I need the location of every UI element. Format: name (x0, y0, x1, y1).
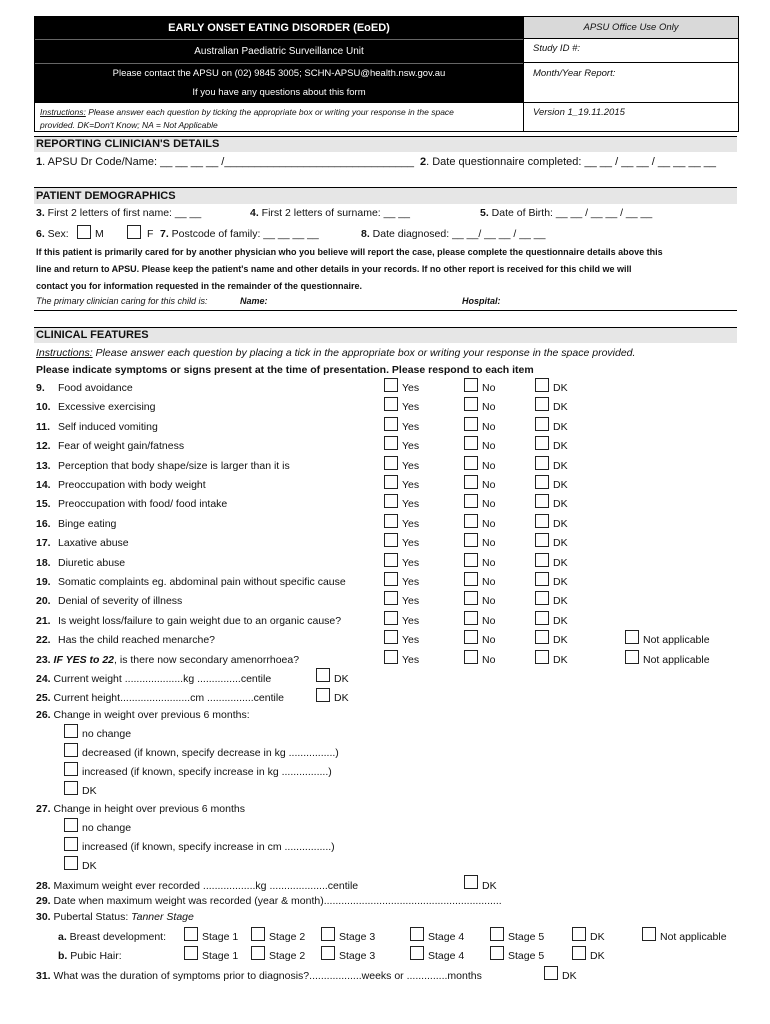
item-yes-label: Yes (402, 498, 420, 511)
q26-decreased-checkbox[interactable] (64, 743, 78, 757)
item-number: 19. (36, 576, 51, 588)
item-dk-checkbox[interactable] (535, 456, 549, 470)
item-no-label: No (482, 517, 496, 530)
sex-f-label: F (147, 228, 154, 240)
q26-increased-label: increased (if known, specify increase in kg ................) (82, 766, 332, 778)
item-dk-checkbox[interactable] (535, 591, 549, 605)
q24-dk-label: DK (334, 673, 349, 685)
item-dk-checkbox[interactable] (535, 417, 549, 431)
item-yes-checkbox[interactable] (384, 611, 398, 625)
item-no-checkbox[interactable] (464, 553, 478, 567)
item-label: Binge eating (58, 517, 117, 530)
q30a-na-label: Not applicable (660, 931, 727, 943)
q30b-stage-5-label: Stage 5 (508, 950, 545, 962)
item-no-checkbox[interactable] (464, 436, 478, 450)
item-label: Fear of weight gain/fatness (58, 440, 185, 453)
q27-dk-checkbox[interactable] (64, 856, 78, 870)
item-no-label: No (482, 634, 496, 647)
form-title: EARLY ONSET EATING DISORDER (EoED) (35, 17, 523, 39)
item-no-checkbox[interactable] (464, 456, 478, 470)
item-dk-checkbox[interactable] (535, 494, 549, 508)
q1-dr-code[interactable]: 1. APSU Dr Code/Name: __ __ __ __ /_______________________________ (36, 156, 414, 168)
month-year-field[interactable]: Month/Year Report: (524, 63, 738, 103)
item-na-label: Not applicable (643, 634, 710, 647)
q26-dk-checkbox[interactable] (64, 781, 78, 795)
item-yes-checkbox[interactable] (384, 397, 398, 411)
item-no-label: No (482, 595, 496, 608)
item-yes-label: Yes (402, 614, 420, 627)
office-use-box (523, 16, 739, 132)
q26-decreased-label: decreased (if known, specify decrease in kg ................) (82, 747, 339, 759)
q27-no-change-checkbox[interactable] (64, 818, 78, 832)
item-yes-label: Yes (402, 382, 420, 394)
item-dk-checkbox[interactable] (535, 436, 549, 450)
item-yes-checkbox[interactable] (384, 591, 398, 605)
q30b-stage-4-label: Stage 4 (428, 950, 465, 962)
item-no-label: No (482, 498, 496, 511)
item-yes-checkbox[interactable] (384, 456, 398, 470)
primary-note-line3: contact you for information requested in the remainder of the questionnaire. (36, 281, 363, 291)
q30a-dk-label: DK (590, 931, 605, 943)
item-number: 22. (36, 634, 51, 647)
item-label: Food avoidance (58, 382, 133, 394)
item-no-label: No (482, 479, 496, 491)
item-no-checkbox[interactable] (464, 572, 478, 586)
item-yes-checkbox[interactable] (384, 378, 398, 392)
q31-dk-label: DK (562, 970, 577, 982)
item-no-label: No (482, 459, 496, 472)
q27-increased-checkbox[interactable] (64, 837, 78, 851)
q30b-dk-label: DK (590, 950, 605, 962)
reporting-heading: REPORTING CLINICIAN'S DETAILS (34, 136, 737, 152)
contact-line: Please contact the APSU on (02) 9845 3005; SCHN-APSU@health.nsw.gov.au (35, 63, 523, 84)
item-label: Has the child reached menarche? (58, 634, 216, 647)
item-dk-checkbox[interactable] (535, 533, 549, 547)
item-no-checkbox[interactable] (464, 417, 478, 431)
item-yes-label: Yes (402, 479, 420, 491)
q3-first-name[interactable]: 3. First 2 letters of first name: __ __ (36, 207, 202, 219)
divider (34, 310, 737, 311)
item-dk-label: DK (553, 498, 568, 511)
clinical-heading: CLINICAL FEATURES (34, 327, 737, 343)
item-dk-checkbox[interactable] (535, 397, 549, 411)
q25-height[interactable]: 25. Current height........................cm ................centile (36, 692, 285, 704)
q23-dk-label: DK (553, 654, 568, 666)
item-number: 13. (36, 459, 51, 472)
item-number: 17. (36, 537, 51, 550)
q6-sex: 6. Sex: (36, 228, 69, 240)
sex-m-checkbox[interactable] (77, 225, 91, 239)
item-dk-label: DK (553, 517, 568, 530)
item-no-checkbox[interactable] (464, 630, 478, 644)
q29-max-weight-date[interactable]: 29. Date when maximum weight was recorded (year & month)............................................................. (36, 895, 502, 907)
q26-no-change-checkbox[interactable] (64, 724, 78, 738)
item-label: Diuretic abuse (58, 556, 126, 569)
item-no-checkbox[interactable] (464, 533, 478, 547)
item-no-checkbox[interactable] (464, 611, 478, 625)
item-label: Excessive exercising (58, 401, 156, 414)
item-number: 15. (36, 498, 51, 511)
q30b-stage-1-label: Stage 1 (202, 950, 239, 962)
primary-name-field[interactable]: Name: (240, 296, 268, 306)
item-dk-label: DK (553, 440, 568, 453)
q30b-stage-5-checkbox[interactable] (490, 946, 504, 960)
item-label: Preoccupation with food/ food intake (58, 498, 228, 511)
q30b-stage-2-label: Stage 2 (269, 950, 306, 962)
item-dk-label: DK (553, 576, 568, 588)
q26-increased-checkbox[interactable] (64, 762, 78, 776)
item-dk-label: DK (553, 595, 568, 608)
item-number: 9. (36, 382, 45, 394)
item-yes-checkbox[interactable] (384, 475, 398, 489)
item-number: 12. (36, 440, 51, 453)
item-label: Laxative abuse (58, 537, 129, 550)
q2-date-completed[interactable]: 2. Date questionnaire completed: __ __ / __ __ / __ __ __ __ (420, 156, 716, 168)
item-yes-label: Yes (402, 595, 420, 608)
item-dk-label: DK (553, 401, 568, 414)
item-no-label: No (482, 537, 496, 550)
q23-na-checkbox[interactable] (625, 650, 639, 664)
q23-no-label: No (482, 654, 496, 666)
q30a-stage-2-checkbox[interactable] (251, 927, 265, 941)
item-number: 14. (36, 479, 51, 491)
q30a-na-checkbox[interactable] (642, 927, 656, 941)
q30b-dk-checkbox[interactable] (572, 946, 586, 960)
clinical-indicate: Please indicate symptoms or signs present at the time of presentation. Please respond to each item (36, 364, 534, 376)
header-instructions: Instructions: Please answer each question by ticking the appropriate box or writing your response in the space provided. DK=Don't Know; NA = Not Applicable (40, 107, 454, 130)
item-label: Perception that body shape/size is larger than it is (58, 459, 290, 472)
item-dk-label: DK (553, 459, 568, 472)
q30a-stage-1-checkbox[interactable] (184, 927, 198, 941)
q27-label: 27. Change in height over previous 6 months (36, 803, 245, 815)
item-yes-checkbox[interactable] (384, 417, 398, 431)
item-no-label: No (482, 401, 496, 414)
sex-m-label: M (95, 228, 104, 240)
item-yes-checkbox[interactable] (384, 494, 398, 508)
item-label: Is weight loss/failure to gain weight due to an organic cause? (58, 614, 342, 627)
item-no-label: No (482, 440, 496, 453)
item-number: 16. (36, 517, 51, 530)
q26-label: 26. Change in weight over previous 6 months: (36, 709, 250, 721)
primary-note-line1: If this patient is primarily cared for by another physician who you believe will report the case, please complete the questionnaire details above this (36, 247, 663, 257)
item-dk-checkbox[interactable] (535, 611, 549, 625)
item-dk-checkbox[interactable] (535, 475, 549, 489)
office-use-label: APSU Office Use Only (524, 17, 738, 39)
sex-f-checkbox[interactable] (127, 225, 141, 239)
q30b-stage-4-checkbox[interactable] (410, 946, 424, 960)
q26-dk-label: DK (82, 785, 97, 797)
primary-hospital-field[interactable]: Hospital: (462, 296, 501, 306)
q28-max-weight[interactable]: 28. Maximum weight ever recorded ..................kg ....................centile (36, 880, 359, 892)
q30-label: 30. Pubertal Status: Tanner Stage (36, 911, 194, 923)
q30a-stage-2-label: Stage 2 (269, 931, 306, 943)
q30a-stage-1-label: Stage 1 (202, 931, 239, 943)
item-yes-checkbox[interactable] (384, 553, 398, 567)
item-yes-label: Yes (402, 459, 420, 472)
primary-clinician-label: The primary clinician caring for this child is: (36, 296, 208, 306)
q25-dk-label: DK (334, 692, 349, 704)
version-label: Version 1_19.11.2015 (533, 107, 625, 118)
item-no-checkbox[interactable] (464, 514, 478, 528)
item-yes-label: Yes (402, 517, 420, 530)
item-number: 20. (36, 595, 51, 608)
item-yes-label: Yes (402, 576, 420, 588)
item-dk-checkbox[interactable] (535, 378, 549, 392)
item-dk-label: DK (553, 420, 568, 433)
item-no-label: No (482, 614, 496, 627)
study-id-field[interactable]: Study ID #: (524, 39, 738, 63)
item-yes-checkbox[interactable] (384, 436, 398, 450)
item-no-checkbox[interactable] (464, 397, 478, 411)
item-number: 18. (36, 556, 51, 569)
item-yes-checkbox[interactable] (384, 572, 398, 586)
item-dk-label: DK (553, 614, 568, 627)
questions-line: If you have any questions about this form (35, 83, 523, 103)
item-no-label: No (482, 576, 496, 588)
item-dk-label: DK (553, 634, 568, 647)
item-no-label: No (482, 556, 496, 569)
item-yes-checkbox[interactable] (384, 533, 398, 547)
item-yes-label: Yes (402, 440, 420, 453)
item-label: Preoccupation with body weight (58, 479, 206, 491)
item-number: 11. (36, 420, 51, 433)
item-number: 21. (36, 614, 51, 627)
item-yes-checkbox[interactable] (384, 630, 398, 644)
q24-dk-checkbox[interactable] (316, 668, 330, 682)
item-label: Self induced vomiting (58, 420, 158, 433)
q23-label: 23. IF YES to 22, is there now secondary amenorrhoea? (36, 654, 300, 666)
item-no-checkbox[interactable] (464, 378, 478, 392)
q30a-stage-3-checkbox[interactable] (321, 927, 335, 941)
item-no-checkbox[interactable] (464, 475, 478, 489)
q23-yes-checkbox[interactable] (384, 650, 398, 664)
demographics-heading: PATIENT DEMOGRAPHICS (34, 187, 737, 204)
q30a-label: a. Breast development: (58, 931, 166, 943)
item-dk-label: DK (553, 556, 568, 569)
q25-dk-checkbox[interactable] (316, 688, 330, 702)
item-dk-checkbox[interactable] (535, 572, 549, 586)
q24-weight[interactable]: 24. Current weight ....................kg ...............centile (36, 673, 272, 685)
q23-dk-checkbox[interactable] (535, 650, 549, 664)
item-dk-label: DK (553, 382, 568, 394)
item-yes-label: Yes (402, 537, 420, 550)
item-label: Somatic complaints eg. abdominal pain without specific cause (58, 576, 346, 588)
q27-dk-label: DK (82, 860, 97, 872)
item-yes-label: Yes (402, 401, 420, 414)
q30a-stage-4-label: Stage 4 (428, 931, 465, 943)
q30a-stage-5-checkbox[interactable] (490, 927, 504, 941)
q7-postcode[interactable]: 7. Postcode of family: __ __ __ __ (160, 228, 319, 240)
item-dk-checkbox[interactable] (535, 630, 549, 644)
item-no-label: No (482, 382, 496, 394)
item-yes-label: Yes (402, 634, 420, 647)
item-dk-label: DK (553, 479, 568, 491)
item-yes-label: Yes (402, 420, 420, 433)
clinical-instructions: Instructions: Please answer each question by placing a tick in the appropriate box or writing your response in the space provided. (36, 347, 636, 359)
q30a-stage-3-label: Stage 3 (339, 931, 376, 943)
q30b-stage-3-checkbox[interactable] (321, 946, 335, 960)
q26-no-change-label: no change (82, 728, 132, 740)
q30a-stage-5-label: Stage 5 (508, 931, 545, 943)
unit-name: Australian Paediatric Surveillance Unit (35, 39, 523, 64)
q31-duration[interactable]: 31. What was the duration of symptoms prior to diagnosis?..................weeks or ..............months (36, 970, 482, 982)
q4-surname[interactable]: 4. First 2 letters of surname: __ __ (250, 207, 410, 219)
item-no-label: No (482, 420, 496, 433)
item-yes-label: Yes (402, 556, 420, 569)
q30b-stage-1-checkbox[interactable] (184, 946, 198, 960)
item-number: 10. (36, 401, 51, 414)
primary-note-line2: line and return to APSU. Please keep the patient's name and other details in your records. If no other report is received for this child we will (36, 264, 632, 274)
q8-date-diagnosed[interactable]: 8. Date diagnosed: __ __/ __ __ / __ __ (361, 228, 546, 240)
q23-no-checkbox[interactable] (464, 650, 478, 664)
q31-dk-checkbox[interactable] (544, 966, 558, 980)
q30a-stage-4-checkbox[interactable] (410, 927, 424, 941)
item-dk-checkbox[interactable] (535, 514, 549, 528)
item-no-checkbox[interactable] (464, 494, 478, 508)
q30b-stage-2-checkbox[interactable] (251, 946, 265, 960)
item-yes-checkbox[interactable] (384, 514, 398, 528)
q23-yes-label: Yes (402, 654, 420, 666)
item-dk-checkbox[interactable] (535, 553, 549, 567)
item-no-checkbox[interactable] (464, 591, 478, 605)
q30a-dk-checkbox[interactable] (572, 927, 586, 941)
q28-dk-checkbox[interactable] (464, 875, 478, 889)
q28-dk-label: DK (482, 880, 497, 892)
q27-increased-label: increased (if known, specify increase in cm ................) (82, 841, 335, 853)
q30b-label: b. Pubic Hair: (58, 950, 122, 962)
q23-na-label: Not applicable (643, 654, 710, 666)
item-label: Denial of severity of illness (58, 595, 183, 608)
header-box (34, 16, 524, 132)
q5-date-of-birth[interactable]: 5. Date of Birth: __ __ / __ __ / __ __ (480, 207, 653, 219)
q27-no-change-label: no change (82, 822, 132, 834)
item-dk-label: DK (553, 537, 568, 550)
q30b-stage-3-label: Stage 3 (339, 950, 376, 962)
item-na-checkbox[interactable] (625, 630, 639, 644)
